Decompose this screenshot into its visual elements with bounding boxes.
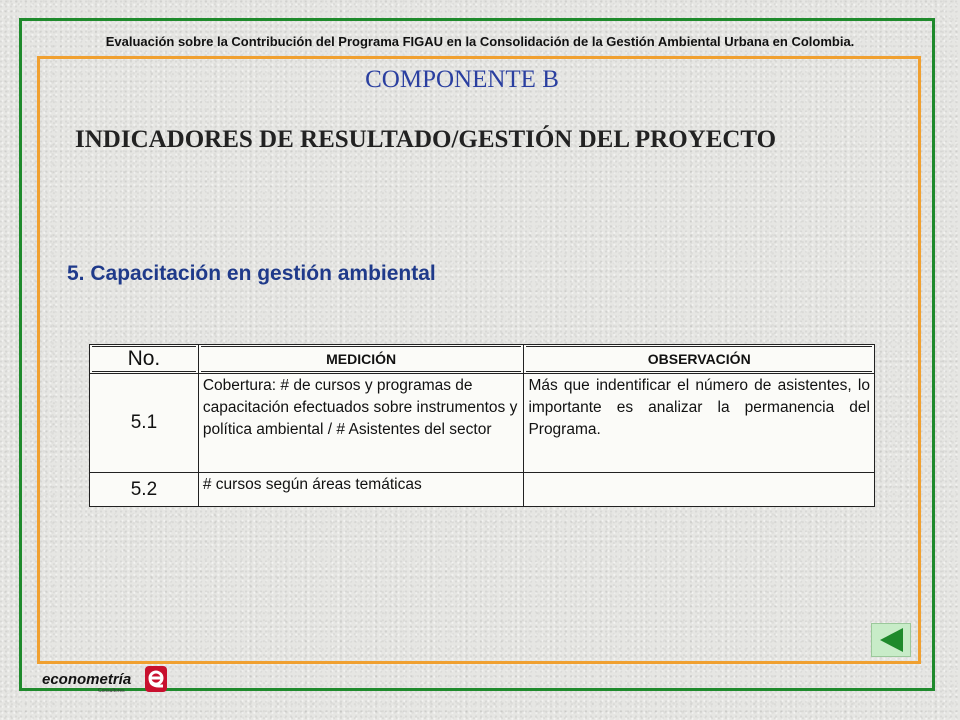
back-button[interactable] (871, 623, 911, 657)
component-title: COMPONENTE B (365, 66, 559, 93)
logo-wordmark: econometría (42, 671, 132, 688)
table-row (90, 374, 875, 473)
main-title: INDICADORES DE RESULTADO/GESTIÓN DEL PROYECTO (75, 126, 777, 153)
row-number: 5.1 (90, 374, 199, 473)
table-row (90, 473, 875, 507)
header-observacion: OBSERVACIÓN (524, 345, 875, 374)
header-medicion: MEDICIÓN (198, 345, 524, 374)
row-observacion: Más que indentificar el número de asistentes, lo importante es analizar la permanencia del Programa. (524, 374, 875, 473)
row-observacion (524, 473, 875, 507)
row-medicion: Cobertura: # de cursos y programas de capacitación efectuados sobre instrumentos y política ambiental / # Asistentes del sector (198, 374, 524, 473)
econometria-logo (40, 664, 170, 694)
back-arrow-icon (872, 624, 910, 656)
row-number: 5.2 (90, 473, 199, 507)
header-text: Evaluación sobre la Contribución del Programa FIGAU en la Consolidación de la Gestión Ambiental Urbana en Colombia. (105, 34, 855, 49)
indicators-table (89, 344, 875, 507)
section-title: 5. Capacitación en gestión ambiental (67, 262, 436, 285)
logo-subtitle: Consultores (98, 688, 125, 694)
table-header-row (90, 345, 875, 374)
row-medicion: # cursos según áreas temáticas (198, 473, 524, 507)
header-no: No. (90, 345, 199, 374)
